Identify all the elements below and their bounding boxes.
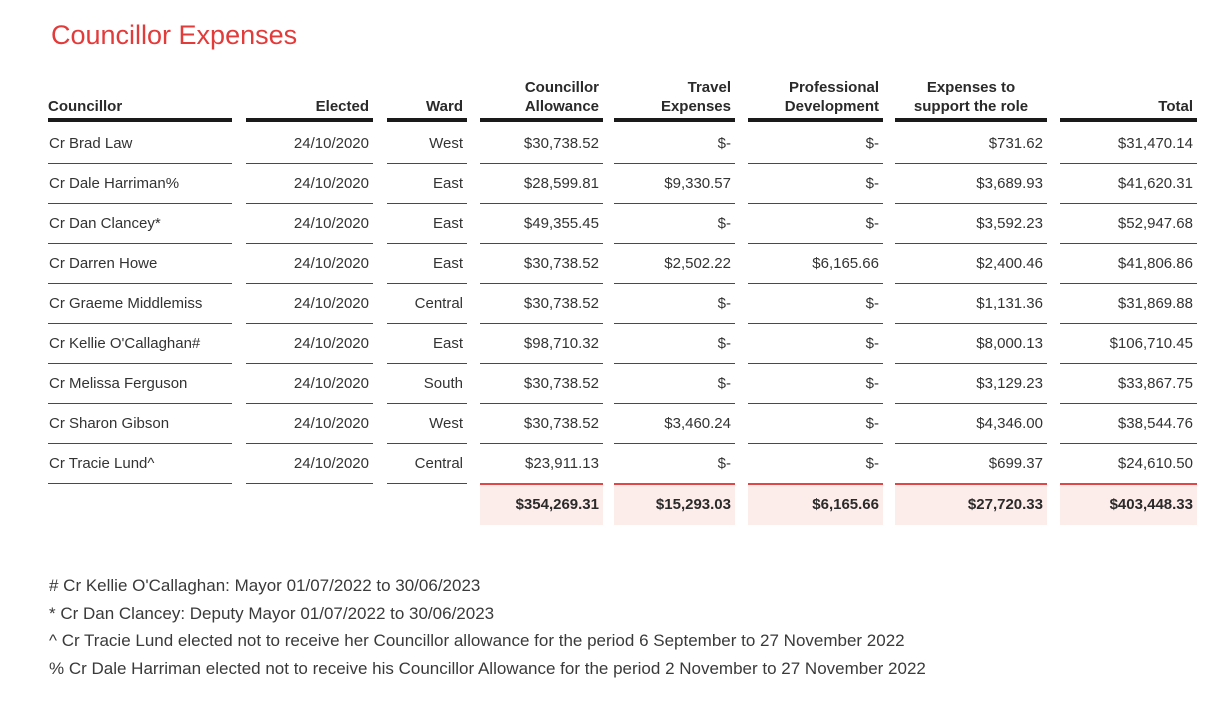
cell-councillor: Cr Brad Law [48, 124, 232, 164]
cell-elected: 24/10/2020 [246, 284, 373, 324]
cell-allowance: $30,738.52 [480, 404, 603, 444]
column-header-councillor [48, 74, 232, 122]
total-pd: $6,165.66 [748, 483, 883, 525]
cell-councillor: Cr Graeme Middlemiss [48, 284, 232, 324]
cell-pd: $- [748, 284, 883, 324]
cell-elected: 24/10/2020 [246, 124, 373, 164]
cell-ward: East [387, 244, 467, 284]
cell-councillor: Cr Dan Clancey* [48, 204, 232, 244]
cell-support: $699.37 [895, 444, 1047, 484]
cell-pd: $6,165.66 [748, 244, 883, 284]
cell-elected: 24/10/2020 [246, 204, 373, 244]
cell-support: $3,689.93 [895, 164, 1047, 204]
cell-travel: $9,330.57 [614, 164, 735, 204]
cell-councillor: Cr Melissa Ferguson [48, 364, 232, 404]
cell-total: $24,610.50 [1060, 444, 1197, 484]
table-row [0, 404, 1230, 444]
cell-travel: $- [614, 324, 735, 364]
table-row [0, 444, 1230, 484]
cell-allowance: $23,911.13 [480, 444, 603, 484]
column-header-pd [748, 74, 883, 122]
cell-councillor: Cr Darren Howe [48, 244, 232, 284]
totals-row [0, 483, 1230, 525]
cell-allowance: $30,738.52 [480, 284, 603, 324]
cell-pd: $- [748, 204, 883, 244]
cell-ward: East [387, 324, 467, 364]
cell-support: $8,000.13 [895, 324, 1047, 364]
cell-allowance: $49,355.45 [480, 204, 603, 244]
cell-elected: 24/10/2020 [246, 404, 373, 444]
cell-support: $3,592.23 [895, 204, 1047, 244]
cell-total: $41,620.31 [1060, 164, 1197, 204]
cell-ward: West [387, 404, 467, 444]
total-travel: $15,293.03 [614, 483, 735, 525]
cell-travel: $- [614, 204, 735, 244]
column-header-label: Total [1158, 98, 1193, 115]
cell-allowance: $98,710.32 [480, 324, 603, 364]
cell-total: $41,806.86 [1060, 244, 1197, 284]
cell-ward: Central [387, 284, 467, 324]
cell-travel: $- [614, 364, 735, 404]
column-header-total [1060, 74, 1197, 122]
cell-ward: Central [387, 444, 467, 484]
page-title: Councillor Expenses [51, 20, 298, 50]
column-header-label: Ward [426, 98, 463, 115]
cell-ward: East [387, 164, 467, 204]
cell-travel: $- [614, 284, 735, 324]
cell-travel: $2,502.22 [614, 244, 735, 284]
column-header-label: Expenses to support the role [913, 79, 1029, 115]
column-header-label: Councillor Allowance [524, 79, 599, 115]
cell-total: $31,869.88 [1060, 284, 1197, 324]
table-row [0, 204, 1230, 244]
cell-councillor: Cr Tracie Lund^ [48, 444, 232, 484]
cell-support: $1,131.36 [895, 284, 1047, 324]
cell-pd: $- [748, 404, 883, 444]
cell-allowance: $30,738.52 [480, 124, 603, 164]
total-total: $403,448.33 [1060, 483, 1197, 525]
cell-allowance: $30,738.52 [480, 364, 603, 404]
footnote: # Cr Kellie O'Callaghan: Mayor 01/07/2022 to 30/06/2023 [49, 576, 481, 595]
cell-allowance: $30,738.52 [480, 244, 603, 284]
table-row [0, 284, 1230, 324]
table-row [0, 364, 1230, 404]
table-row [0, 324, 1230, 364]
cell-elected: 24/10/2020 [246, 324, 373, 364]
column-header-label: Councillor [48, 98, 123, 115]
footnote: * Cr Dan Clancey: Deputy Mayor 01/07/2022 to 30/06/2023 [49, 603, 495, 623]
cell-travel: $- [614, 124, 735, 164]
footnote: ^ Cr Tracie Lund elected not to receive her Councillor allowance for the period 6 September to 27 November 2022 [49, 631, 905, 650]
cell-pd: $- [748, 324, 883, 364]
cell-support: $731.62 [895, 124, 1047, 164]
cell-pd: $- [748, 164, 883, 204]
table-row [0, 244, 1230, 284]
column-header-allowance [480, 74, 603, 122]
cell-pd: $- [748, 444, 883, 484]
column-header-travel [614, 74, 735, 122]
cell-ward: West [387, 124, 467, 164]
cell-support: $2,400.46 [895, 244, 1047, 284]
column-header-support [895, 74, 1047, 122]
table-row [0, 124, 1230, 164]
cell-elected: 24/10/2020 [246, 364, 373, 404]
cell-councillor: Cr Kellie O'Callaghan# [48, 324, 232, 364]
column-header-label: Professional Development [784, 79, 879, 115]
cell-travel: $3,460.24 [614, 404, 735, 444]
cell-elected: 24/10/2020 [246, 444, 373, 484]
cell-support: $3,129.23 [895, 364, 1047, 404]
column-header-label: Elected [315, 98, 369, 115]
total-support: $27,720.33 [895, 483, 1047, 525]
table-row [0, 164, 1230, 204]
cell-ward: South [387, 364, 467, 404]
footnote: % Cr Dale Harriman elected not to receive his Councillor Allowance for the period 2 November to 27 November 2022 [49, 658, 926, 678]
column-header-elected [246, 74, 373, 122]
cell-support: $4,346.00 [895, 404, 1047, 444]
cell-travel: $- [614, 444, 735, 484]
cell-ward: East [387, 204, 467, 244]
cell-elected: 24/10/2020 [246, 244, 373, 284]
cell-total: $106,710.45 [1060, 324, 1197, 364]
total-allowance: $354,269.31 [480, 483, 603, 525]
cell-councillor: Cr Dale Harriman% [48, 164, 232, 204]
cell-total: $52,947.68 [1060, 204, 1197, 244]
column-header-ward [387, 74, 467, 122]
footnotes [49, 572, 926, 682]
cell-total: $38,544.76 [1060, 404, 1197, 444]
cell-pd: $- [748, 124, 883, 164]
column-header-label: Travel Expenses [660, 79, 731, 115]
cell-total: $33,867.75 [1060, 364, 1197, 404]
cell-councillor: Cr Sharon Gibson [48, 404, 232, 444]
cell-elected: 24/10/2020 [246, 164, 373, 204]
cell-total: $31,470.14 [1060, 124, 1197, 164]
cell-pd: $- [748, 364, 883, 404]
cell-allowance: $28,599.81 [480, 164, 603, 204]
